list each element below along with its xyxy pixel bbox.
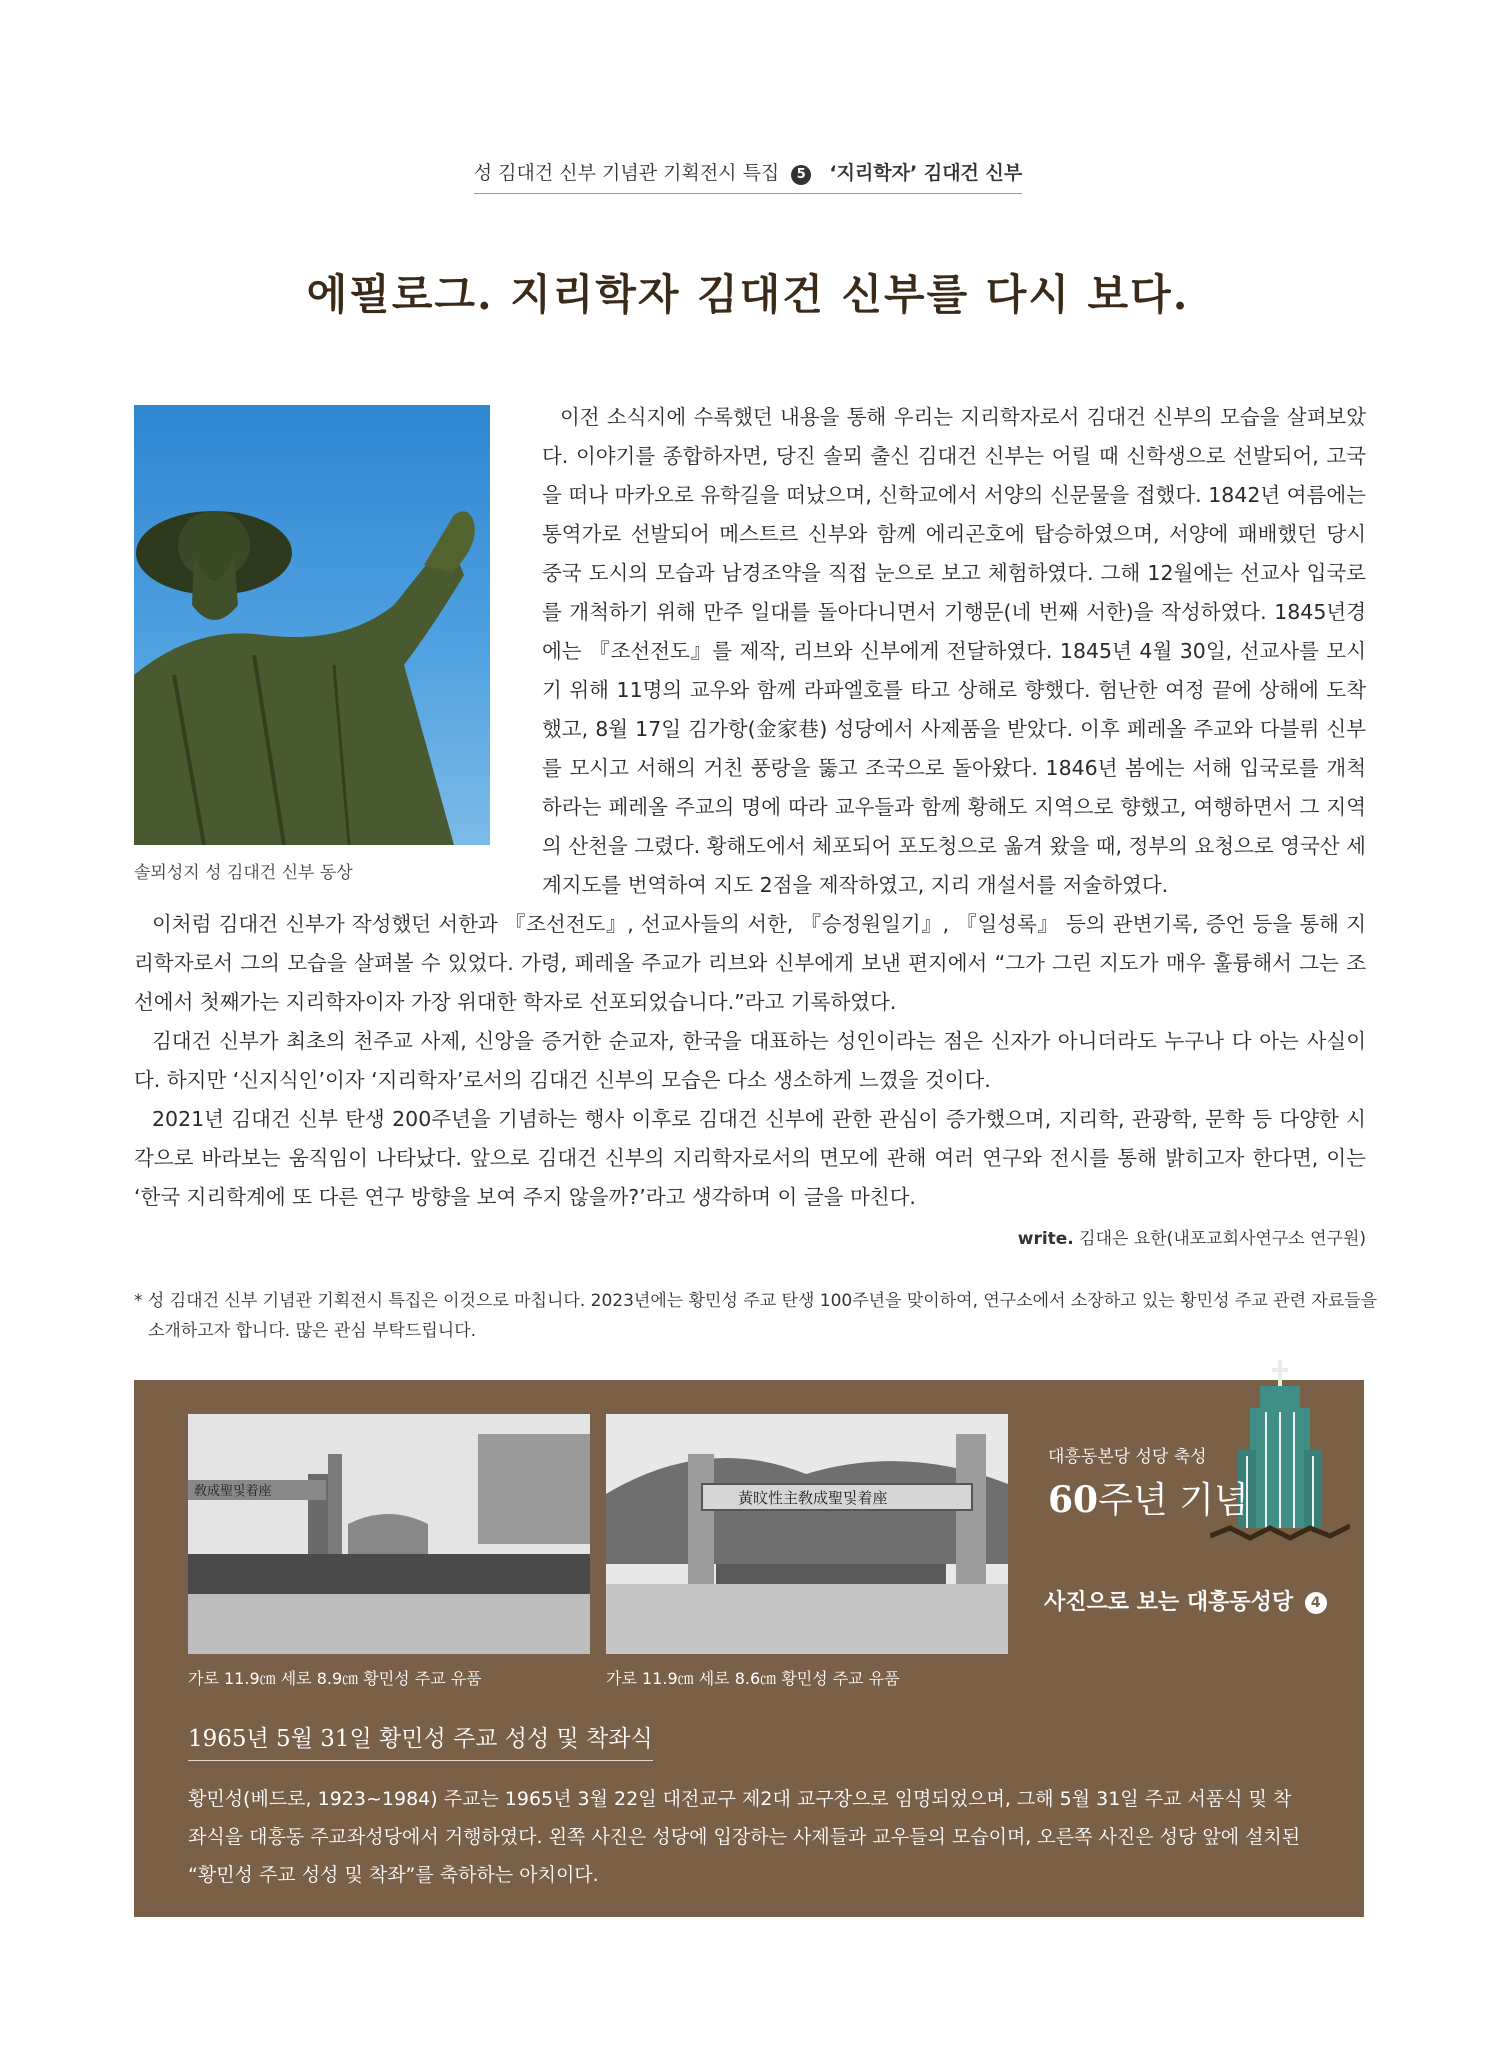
series-kicker	[0, 158, 1496, 194]
event-description: 황민성(베드로, 1923~1984) 주교는 1965년 3월 22일 대전교구 제2대 교구장으로 임명되었으며, 그해 5월 31일 주교 서품식 및 착좌식을 대흥동 주교좌성당에서 거행하였다. 왼쪽 사진은 성당에 입장하는 사제들과 교우들의 모습이며, 오른쪽 사진은 성당 앞에 설치된 “황민성 주교 성성 및 착좌”를 축하하는 아치이다.	[188, 1788, 1301, 1886]
anniversary-subtitle: 대흥동본당 성당 축성	[1048, 1447, 1207, 1467]
procession-illustration	[188, 1414, 590, 1654]
arch-banner-1: 敎成聖및着座	[194, 1484, 272, 1499]
article-paragraph: 김대건 신부가 최초의 천주교 사제, 신앙을 증거한 순교자, 한국을 대표하는 성인이라는 점은 신자가 아니더라도 누구나 다 아는 사실이다. 하지만 ‘신지식인’이자 ‘지리학자’로서의 김대건 신부의 모습은 다소 생소하게 느꼈을 것이다.	[134, 1029, 1366, 1092]
signature-name: 김대은 요한(내포교회사연구소 연구원)	[1079, 1229, 1366, 1249]
footnote: * 성 김대건 신부 기념관 기획전시 특집은 이것으로 마칩니다. 2023년에는 황민성 주교 탄생 100주년을 맞이하여, 연구소에서 소장하고 있는 황민성 주교 관련 자료들을 소개하고자 합니다. 많은 관심 부탁드립니다.	[134, 1291, 1378, 1341]
article-paragraph: 이처럼 김대건 신부가 작성했던 서한과 『조선전도』, 선교사들의 서한, 『승정원일기』, 『일성록』 등의 관변기록, 증언 등을 통해 지리학자로서 그의 모습을 살펴볼 수 있었다. 가령, 페레올 주교가 리브와 신부에게 보낸 편지에서 “그가 그린 지도가 매우 훌륭해서 그는 조선에서 첫째가는 지리학자이자 가장 위대한 학자로 선포되었습니다.”라고 기록하였다.	[134, 912, 1366, 1014]
arch-photo	[606, 1414, 1008, 1654]
photo-series-title	[1044, 1585, 1327, 1616]
anniversary-number: 60	[1048, 1479, 1099, 1521]
series-label: 성 김대건 신부 기념관 기획전시 특집	[473, 162, 780, 184]
series-number-badge: 5	[791, 165, 811, 185]
anniversary-title	[1048, 1472, 1249, 1523]
series-topic: ‘지리학자’ 김대건 신부	[829, 162, 1023, 184]
arch-banner-2: 黃旼性主敎成聖및着座	[738, 1489, 888, 1507]
signature-prefix: write.	[1017, 1229, 1074, 1249]
cathedral-tower-icon	[1210, 1360, 1350, 1560]
event-title: 1965년 5월 31일 황민성 주교 성성 및 착좌식	[188, 1720, 653, 1761]
photo1-caption: 가로 11.9㎝ 세로 8.9㎝ 황민성 주교 유품	[188, 1669, 482, 1688]
page-title: 에필로그. 지리학자 김대건 신부를 다시 보다.	[306, 270, 1190, 319]
arch-illustration	[606, 1414, 1008, 1654]
author-signature	[1018, 1224, 1366, 1249]
photo-caption: 솔뫼성지 성 김대건 신부 동상	[134, 863, 353, 883]
photo-series-label: 사진으로 보는 대흥동성당	[1044, 1590, 1294, 1615]
photo-series-number: 4	[1305, 1592, 1327, 1614]
anniversary-word: 주년 기념	[1098, 1480, 1249, 1521]
procession-photo	[188, 1414, 590, 1654]
photo-float-space	[134, 398, 542, 898]
photo2-caption: 가로 11.9㎝ 세로 8.6㎝ 황민성 주교 유품	[606, 1669, 900, 1688]
article-body	[134, 398, 1366, 1217]
anniversary-panel	[134, 1380, 1364, 1917]
article-paragraph: 이전 소식지에 수록했던 내용을 통해 우리는 지리학자로서 김대건 신부의 모습을 살펴보았다. 이야기를 종합하자면, 당진 솔뫼 출신 김대건 신부는 어릴 때 신학생으로 선발되어, 고국을 떠나 마카오로 유학길을 떠났으며, 신학교에서 서양의 신문물을 접했다. 1842년 여름에는 통역가로 선발되어 메스트르 신부와 함께 에리곤호에 탑승하였으며, 서양에 패배했던 당시 중국 도시의 모습과 남경조약을 직접 눈으로 보고 체험하였다. 그해 12월에는 선교사 입국로를 개척하기 위해 만주 일대를 돌아다니면서 기행문(네 번째 서한)을 작성하였다. 1845년경에는 『조선전도』를 제작, 리브와 신부에게 전달하였다. 1845년 4월 30일, 선교사를 모시기 위해 11명의 교우와 함께 라파엘호를 타고 상해로 향했다. 험난한 여정 끝에 상해에 도착했고, 8월 17일 김가항(金家巷) 성당에서 사제품을 받았다. 이후 페레올 주교와 다블뤼 신부를 모시고 서해의 거친 풍랑을 뚫고 조국으로 돌아왔다. 1846년 봄에는 서해 입국로를 개척하라는 페레올 주교의 명에 따라 교우들과 함께 황해도 지역으로 향했고, 여행하면서 그 지역의 산천을 그렸다. 황해도에서 체포되어 포도청으로 옮겨 왔을 때, 정부의 요청으로 영국산 세계지도를 번역하여 지도 2점을 제작하였고, 지리 개설서를 저술하였다.	[542, 405, 1366, 897]
article-paragraph: 2021년 김대건 신부 탄생 200주년을 기념하는 행사 이후로 김대건 신부에 관한 관심이 증가했으며, 지리학, 관광학, 문학 등 다양한 시각으로 바라보는 움직임이 나타났다. 앞으로 김대건 신부의 지리학자로서의 면모에 관해 여러 연구와 전시를 통해 밝히고자 한다면, 이는 ‘한국 지리학계에 또 다른 연구 방향을 보여 주지 않을까?’라고 생각하며 이 글을 마친다.	[134, 1107, 1366, 1209]
